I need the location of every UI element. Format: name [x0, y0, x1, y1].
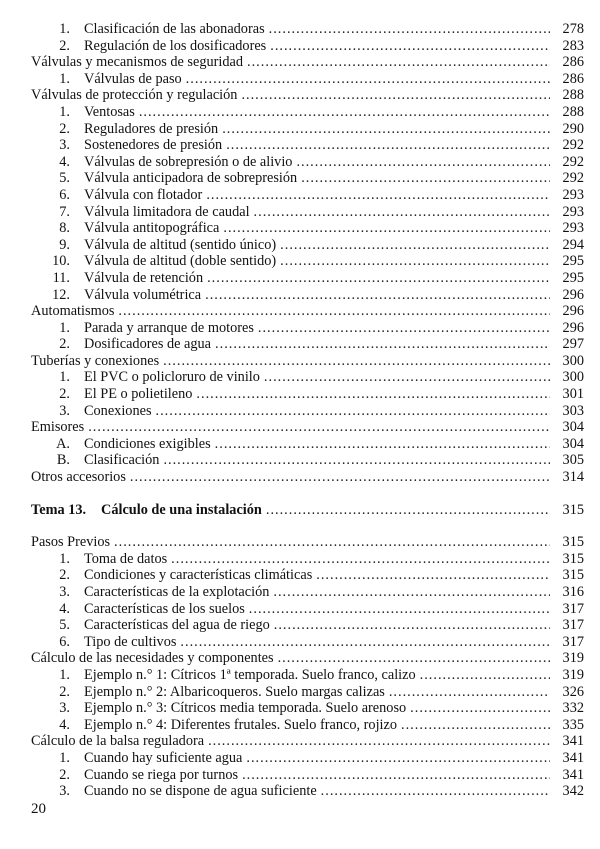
toc-subentry: [31, 121, 584, 138]
dot-leader: [266, 502, 550, 519]
dot-leader: [206, 187, 550, 204]
entry-page: 292: [562, 137, 584, 154]
dot-leader: [254, 204, 550, 221]
entry-page: 317: [562, 633, 584, 650]
entry-page: 292: [562, 170, 584, 187]
toc-section-heading: [31, 419, 584, 436]
entry-title: Características de los suelos: [84, 600, 245, 617]
toc-subentry: [31, 137, 584, 154]
entry-number: 1.: [59, 666, 70, 683]
entry-title: Condiciones exigibles: [84, 435, 211, 452]
entry-number: 3.: [59, 584, 70, 600]
dot-leader: [420, 667, 550, 684]
entry-number: 3.: [59, 783, 70, 800]
toc-subentry: [31, 170, 584, 187]
toc-section-heading: [31, 733, 584, 750]
entry-page: 286: [562, 54, 584, 71]
entry-title: Válvulas y mecanismos de seguridad: [31, 54, 244, 71]
entry-title: Cuando se riega por turnos: [84, 766, 239, 783]
dot-leader: [139, 104, 550, 121]
dot-leader: [258, 320, 550, 337]
entry-page: 341: [562, 749, 584, 766]
entry-title: Automatismos: [31, 303, 115, 320]
entry-page: 296: [562, 319, 584, 336]
entry-page: 293: [562, 203, 584, 220]
toc-section-heading: [31, 54, 584, 71]
toc-subentry: [31, 71, 584, 88]
dot-leader: [247, 54, 550, 71]
entry-page: 315: [562, 550, 584, 567]
dot-leader: [163, 353, 550, 370]
entry-page: 332: [562, 700, 584, 717]
toc-subentry: [31, 287, 584, 304]
entry-number: 1.: [59, 550, 70, 567]
entry-page: 304: [562, 419, 584, 436]
entry-page: 319: [562, 666, 584, 683]
table-of-contents: [31, 21, 584, 800]
entry-title: Válvulas de sobrepresión o de alivio: [84, 153, 293, 170]
entry-page: 315: [562, 567, 584, 584]
entry-title: Otros accesorios: [31, 469, 126, 486]
entry-number: 1.: [59, 319, 70, 336]
entry-title: Cálculo de las necesidades y componentes: [31, 650, 274, 667]
dot-leader: [273, 584, 550, 601]
entry-title: Ejemplo n.° 4: Diferentes frutales. Suelo franco, rojizo: [84, 716, 398, 733]
toc-section-heading: [31, 650, 584, 667]
entry-title: Características de la explotación: [84, 584, 270, 600]
toc-section-heading: [31, 353, 584, 370]
dot-leader: [301, 170, 550, 187]
entry-title: Tuberías y conexiones: [31, 352, 160, 369]
entry-page: 341: [562, 733, 584, 750]
entry-number: 1.: [59, 369, 70, 386]
toc-subentry: [31, 551, 584, 568]
dot-leader: [274, 617, 550, 634]
entry-title: Válvulas de paso: [84, 70, 182, 87]
dot-leader: [280, 253, 550, 270]
entry-page: 297: [562, 336, 584, 353]
toc-subentry: [31, 320, 584, 337]
entry-page: 283: [562, 37, 584, 54]
dot-leader: [130, 469, 550, 486]
entry-page: 314: [562, 469, 584, 486]
toc-section-heading: [31, 87, 584, 104]
dot-leader: [88, 419, 550, 436]
entry-page: 286: [562, 70, 584, 87]
entry-title: Válvulas de protección y regulación: [31, 87, 238, 104]
entry-number: 5.: [59, 617, 70, 634]
dot-leader: [207, 270, 550, 287]
entry-page: 315: [562, 534, 584, 551]
entry-number: 2.: [59, 683, 70, 700]
entry-number: 3.: [59, 137, 70, 154]
entry-title: Cálculo de la balsa reguladora: [31, 733, 205, 750]
entry-number: B.: [56, 452, 70, 469]
entry-page: 317: [562, 600, 584, 617]
entry-title: Válvula limitadora de caudal: [84, 203, 250, 220]
entry-page: 293: [562, 220, 584, 237]
entry-title: Clasificación de las abonadoras: [84, 21, 265, 37]
entry-title: Pasos Previos: [31, 534, 111, 551]
entry-title: Ejemplo n.° 2: Albaricoqueros. Suelo margas calizas: [84, 683, 385, 700]
dot-leader: [321, 783, 550, 800]
toc-section-heading: [31, 303, 584, 320]
entry-number: 11.: [52, 269, 70, 286]
entry-title: Regulación de los dosificadores: [84, 37, 267, 54]
entry-page: 292: [562, 153, 584, 170]
dot-leader: [270, 38, 550, 55]
entry-page: 317: [562, 617, 584, 634]
dot-leader: [246, 750, 550, 767]
toc-subentry: [31, 567, 584, 584]
entry-title: Válvula con flotador: [84, 186, 203, 203]
entry-title: Emisores: [31, 419, 85, 436]
entry-number: 2.: [59, 120, 70, 137]
entry-number: 5.: [59, 170, 70, 187]
dot-leader: [163, 452, 550, 469]
dot-leader: [223, 220, 550, 237]
dot-leader: [171, 551, 550, 568]
toc-subentry: [31, 601, 584, 618]
entry-number: 2.: [59, 766, 70, 783]
entry-number: 9.: [59, 236, 70, 253]
entry-page: 303: [562, 402, 584, 419]
entry-title: Válvula anticipadora de sobrepresión: [84, 170, 298, 187]
dot-leader: [222, 121, 550, 138]
entry-number: 8.: [59, 220, 70, 237]
dot-leader: [401, 717, 550, 734]
entry-page: 342: [562, 783, 584, 800]
entry-title: Toma de datos: [84, 550, 168, 567]
toc-subentry: [31, 204, 584, 221]
toc-subentry: [31, 369, 584, 386]
entry-page: 290: [562, 120, 584, 137]
entry-number: 3.: [59, 402, 70, 419]
entry-title: Tipo de cultivos: [84, 633, 177, 650]
entry-title: Clasificación: [84, 452, 160, 469]
entry-page: 294: [562, 236, 584, 253]
dot-leader: [215, 336, 550, 353]
entry-page: 296: [562, 303, 584, 320]
entry-number: 3.: [59, 700, 70, 717]
toc-subentry: [31, 684, 584, 701]
entry-title: Conexiones: [84, 402, 152, 419]
entry-title: Ejemplo n.° 1: Cítricos 1ª temporada. Suelo franco, calizo: [84, 666, 416, 683]
entry-title: Cuando no se dispone de agua suficiente: [84, 783, 317, 800]
entry-number: 1.: [59, 21, 70, 37]
entry-page: 304: [562, 435, 584, 452]
dot-leader: [186, 71, 550, 88]
dot-leader: [180, 634, 550, 651]
entry-title: Cálculo de una instalación: [101, 501, 262, 518]
toc-subentry: [31, 667, 584, 684]
dot-leader: [410, 700, 550, 717]
toc-subentry: [31, 617, 584, 634]
toc-section-heading: [31, 534, 584, 551]
entry-number: 7.: [59, 203, 70, 220]
entry-number: 2.: [59, 336, 70, 353]
entry-page: 300: [562, 369, 584, 386]
entry-number: 1.: [59, 749, 70, 766]
entry-title: Válvula antitopográfica: [84, 220, 220, 237]
entry-number: 12.: [52, 286, 70, 303]
entry-number: 2.: [59, 386, 70, 403]
entry-title: Ventosas: [84, 103, 135, 120]
toc-subentry: [31, 700, 584, 717]
entry-page: 296: [562, 286, 584, 303]
entry-page: 335: [562, 716, 584, 733]
toc-subentry: [31, 750, 584, 767]
toc-section-heading: [31, 469, 584, 486]
toc-subentry: [31, 38, 584, 55]
entry-page: 300: [562, 352, 584, 369]
entry-title: Cuando hay suficiente agua: [84, 749, 243, 766]
dot-leader: [389, 684, 550, 701]
entry-page: 278: [562, 21, 584, 37]
dot-leader: [296, 154, 550, 171]
toc-chapter-heading: [31, 502, 584, 519]
entry-title: Válvula de altitud (doble sentido): [84, 253, 277, 270]
entry-title: Condiciones y características climáticas: [84, 567, 313, 584]
dot-leader: [208, 733, 550, 750]
dot-leader: [269, 21, 550, 38]
toc-subentry: [31, 253, 584, 270]
entry-number: 2.: [59, 567, 70, 584]
dot-leader: [226, 137, 550, 154]
entry-title: El PVC o policloruro de vinilo: [84, 369, 260, 386]
toc-subentry: [31, 237, 584, 254]
dot-leader: [196, 386, 550, 403]
dot-leader: [242, 767, 550, 784]
entry-number: A.: [56, 435, 70, 452]
entry-number: 1.: [59, 103, 70, 120]
entry-title: Válvula volumétrica: [84, 286, 202, 303]
entry-title: Dosificadores de agua: [84, 336, 212, 353]
entry-number: 1.: [59, 70, 70, 87]
entry-page: 305: [562, 452, 584, 469]
toc-subentry: [31, 634, 584, 651]
entry-number: 6.: [59, 186, 70, 203]
toc-subentry: [31, 336, 584, 353]
toc-subentry: [31, 386, 584, 403]
dot-leader: [249, 601, 550, 618]
toc-subentry: [31, 767, 584, 784]
toc-subentry: [31, 187, 584, 204]
entry-page: 301: [562, 386, 584, 403]
entry-page: 315: [562, 501, 584, 518]
entry-number: 4.: [59, 600, 70, 617]
dot-leader: [114, 534, 550, 551]
page-number: 20: [31, 801, 46, 817]
entry-number: 4.: [59, 716, 70, 733]
entry-page: 341: [562, 766, 584, 783]
toc-subentry: [31, 584, 584, 601]
dot-leader: [280, 237, 550, 254]
dot-leader: [278, 650, 550, 667]
entry-title: Reguladores de presión: [84, 120, 219, 137]
entry-number: 2.: [59, 37, 70, 54]
entry-title: El PE o polietileno: [84, 386, 193, 403]
entry-title: Válvula de altitud (sentido único): [84, 236, 277, 253]
entry-title: Sostenedores de presión: [84, 137, 223, 154]
dot-leader: [241, 87, 550, 104]
dot-leader: [156, 403, 550, 420]
toc-subentry: [31, 104, 584, 121]
dot-leader: [264, 369, 550, 386]
toc-subentry: [31, 21, 584, 38]
toc-subentry: [31, 783, 584, 800]
toc-subentry: [31, 220, 584, 237]
entry-page: 295: [562, 269, 584, 286]
toc-subentry: [31, 154, 584, 171]
entry-page: 316: [562, 584, 584, 600]
dot-leader: [205, 287, 550, 304]
entry-title: Características del agua de riego: [84, 617, 270, 634]
entry-number: 6.: [59, 633, 70, 650]
toc-subentry: [31, 436, 584, 453]
entry-page: 293: [562, 186, 584, 203]
entry-page: 319: [562, 650, 584, 667]
entry-page: 295: [562, 253, 584, 270]
entry-page: 288: [562, 87, 584, 104]
chapter-label: Tema 13.: [31, 501, 87, 518]
entry-page: 288: [562, 103, 584, 120]
toc-subentry: [31, 270, 584, 287]
dot-leader: [215, 436, 550, 453]
entry-page: 326: [562, 683, 584, 700]
entry-number: 4.: [59, 153, 70, 170]
entry-title: Parada y arranque de motores: [84, 319, 254, 336]
toc-subentry: [31, 452, 584, 469]
toc-subentry: [31, 403, 584, 420]
entry-number: 10.: [52, 253, 70, 270]
entry-title: Válvula de retención: [84, 269, 204, 286]
dot-leader: [316, 567, 550, 584]
dot-leader: [118, 303, 550, 320]
toc-subentry: [31, 717, 584, 734]
entry-title: Ejemplo n.° 3: Cítricos media temporada. Suelo arenoso: [84, 700, 407, 717]
